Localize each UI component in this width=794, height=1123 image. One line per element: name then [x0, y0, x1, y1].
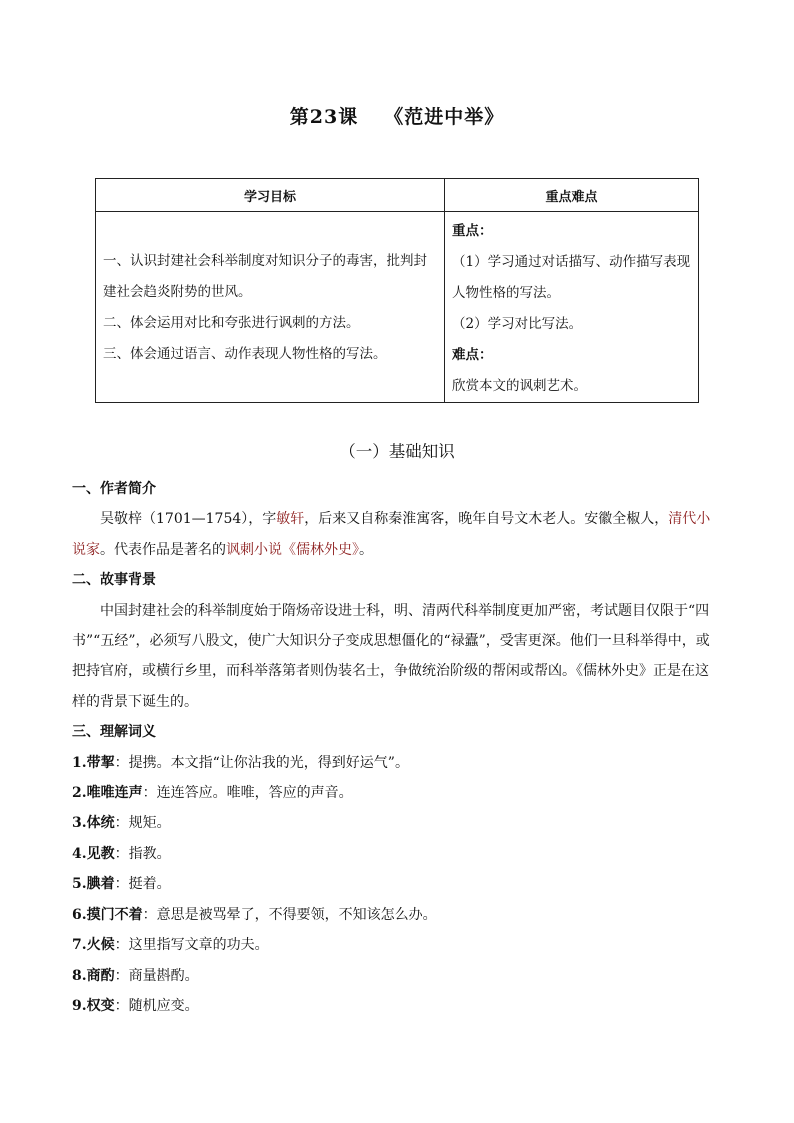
key-label: 重点： [452, 223, 493, 239]
vocab-definition: ：意思是被骂晕了，不得要领，不知该怎么办。 [142, 906, 437, 923]
list-item [72, 778, 722, 808]
author-text: 。 [359, 541, 373, 558]
vocab-definition: ：提携。本文指“让你沾我的光，得到好运气”。 [114, 754, 409, 771]
list-item [72, 748, 722, 778]
vocab-definition: ：挺着。 [114, 876, 171, 893]
goal-item: 一、认识封建社会科举制度对知识分子的毒害，批判封建社会趋炎附势的世风。 [103, 253, 427, 300]
vocab-definition: ：连连答应。唯唯，答应的声音。 [142, 785, 353, 802]
lesson-name: 《范进中举》 [384, 106, 505, 128]
difficulty-label: 难点： [452, 347, 493, 363]
vocab-term: 5.腆着 [72, 876, 115, 893]
author-identity: 清代小说家 [72, 511, 711, 558]
vocab-definition: ：随机应变。 [114, 997, 199, 1014]
lesson-number: 第23课 [289, 106, 359, 128]
header-keypoints: 重点难点 [445, 179, 699, 212]
list-item [72, 839, 722, 869]
list-item [72, 930, 722, 960]
goal-item: 二、体会运用对比和夸张进行讽刺的方法。 [103, 315, 360, 331]
page-title [0, 102, 794, 129]
list-item [72, 991, 722, 1021]
vocab-term: 3.体统 [72, 815, 115, 832]
key-point: （2）学习对比写法。 [452, 316, 583, 332]
background-heading: 二、故事背景 [72, 572, 156, 589]
list-item [72, 961, 722, 991]
author-text: 吴敬梓（1701—1754），字 [100, 511, 277, 528]
objectives-table [95, 178, 699, 403]
vocab-term: 4.见教 [72, 845, 115, 862]
list-item [72, 869, 722, 899]
author-heading: 一、作者简介 [72, 481, 156, 497]
header-goals: 学习目标 [96, 179, 445, 212]
vocab-term: 8.商酌 [72, 967, 115, 984]
vocab-definition: ：指教。 [114, 845, 171, 862]
section-title: （一）基础知识 [339, 442, 455, 461]
author-text: ，后来又自称秦淮寓客，晚年自号文木老人。安徽全椒人， [304, 511, 669, 528]
vocab-list [72, 748, 722, 1022]
vocab-term: 1.带挈 [72, 754, 115, 771]
goals-cell [96, 212, 445, 403]
list-item [72, 900, 722, 930]
vocab-term: 7.火候 [72, 937, 115, 954]
author-courtesy-name: 敏轩 [276, 511, 305, 528]
list-item [72, 808, 722, 838]
background-paragraph: 中国封建社会的科举制度始于隋炀帝设进士科，明、清两代科举制度更加严密，考试题目仅限于“四书”“五经”，必须写八股文，使广大知识分子变成思想僵化的“禄蠹”，受害更深。他们一旦科举得中，或把持官府，或横行乡里，而科举落第者则伪装名士，争做统治阶级的帮闲或帮凶。《儒林外史》正是在这样的背景下诞生的。 [72, 602, 710, 710]
difficulty-text: 欣赏本文的讽刺艺术。 [452, 378, 587, 394]
vocab-term: 2.唯唯连声 [72, 785, 143, 802]
table-row [96, 212, 699, 403]
vocab-heading: 三、理解词义 [72, 724, 156, 741]
content-body [72, 474, 722, 1021]
key-point: （1）学习通过对话描写、动作描写表现人物性格的写法。 [452, 254, 691, 301]
vocab-term: 9.权变 [72, 997, 115, 1014]
author-paragraph [72, 504, 722, 565]
goal-item: 三、体会通过语言、动作表现人物性格的写法。 [103, 346, 387, 362]
vocab-definition: ：这里指写文章的功夫。 [114, 937, 269, 954]
author-text: 。代表作品是著名的 [100, 541, 226, 558]
table-header-row [96, 179, 699, 212]
vocab-definition: ：规矩。 [114, 815, 171, 832]
vocab-definition: ：商量斟酌。 [114, 967, 199, 984]
vocab-term: 6.摸门不着 [72, 906, 143, 923]
author-work: 讽刺小说《儒林外史》 [226, 541, 359, 558]
keypoints-cell [445, 212, 699, 403]
